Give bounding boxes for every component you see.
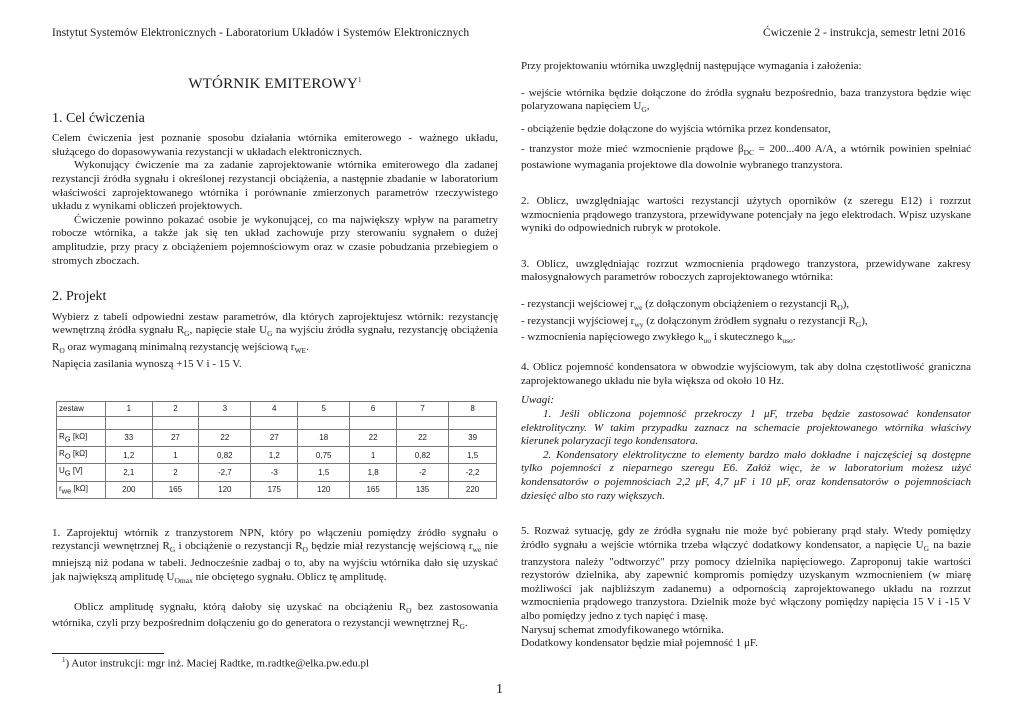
table-row xyxy=(57,447,497,464)
table-cell: 0,75 xyxy=(298,447,350,464)
table-cell: 1,2 xyxy=(251,447,298,464)
table-header-cell: 4 xyxy=(251,402,298,417)
section-2-heading: 2. Projekt xyxy=(52,289,107,305)
section-1-paragraph-3: Ćwiczenie powinno pokazać osobie je wykonującej, co ma największy wpływ na parametry robocze wtórnika, a także jak się ten układ zachowuje przy sterowaniu sygnałem o dużej amplitudzie, przy pracy z obciążeniem pojemnościowym oraz w czasie pobudzania przebiegiem o stromych zboczach. xyxy=(52,213,498,267)
table-cell: 200 xyxy=(106,481,153,498)
table-cell: -2,7 xyxy=(199,464,251,481)
table-header-label: zestaw xyxy=(57,402,106,417)
table-cell: 39 xyxy=(449,430,497,447)
table-header-cell: 5 xyxy=(298,402,350,417)
right-column xyxy=(521,60,971,651)
task-3-bullet-voltage-gain: - wzmocnienia napięciowego zwykłego $k_{uo}$ i skutecznego $k_{uso}$. xyxy=(521,331,796,346)
table-cell: -3 xyxy=(251,464,298,481)
table-cell: 1,5 xyxy=(449,447,497,464)
task-5-capacitor-note: Dodatkowy kondensator będzie miał pojemność 1 μF. xyxy=(521,637,758,650)
left-column xyxy=(52,74,498,634)
task-1-paragraph: 1. Zaprojektuj wtórnik z tranzystorem NPN, który po włączeniu pomiędzy źródło sygnału o rezystancji wewnętrznej $R_G$ i obciążenie o rezystancji $R_O$ będzie miał rezystancję wejściową $r_{we}$ nie mniejszą niż podana w tabeli. Jednocześnie zadbaj o to, aby na wyjściu wtórnika dało się uzyskać jak największą amplitudę $U_{Omax}$ nie obciętego sygnału. Oblicz tę amplitudę. xyxy=(52,526,499,585)
task-4-paragraph: 4. Oblicz pojemność kondensatora w obwodzie wyjściowym, tak aby dolna częstotliwość graniczna zaprojektowanego układu nie była większa od około 10 Hz. xyxy=(521,361,971,387)
header-right: Ćwiczenie 2 - instrukcja, semestr letni 2016 xyxy=(763,27,966,39)
table-cell: 1,5 xyxy=(298,464,350,481)
table-row xyxy=(57,481,497,498)
table-header-cell: 3 xyxy=(199,402,251,417)
table-cell: 27 xyxy=(251,430,298,447)
footnote-separator xyxy=(52,653,164,654)
table-cell: 0,82 xyxy=(396,447,448,464)
table-cell: 18 xyxy=(298,430,350,447)
section-1-heading: 1. Cel ćwiczenia xyxy=(52,110,145,126)
table-cell: 33 xyxy=(106,430,153,447)
task-5-paragraph: 5. Rozważ sytuację, gdy ze źródła sygnału nie może być pobierany prąd stały. Wtedy pomiędzy źródło sygnału a wejście wtórnika trzeba włączyć dodatkowy kondensator, a napięcie $U_G$ na bazie tranzystora należy "odtworzyć" przy pomocy dzielnika napięciowego. Zaproponuj takie wartości rezystorów dzielnika, aby zapewnić kompromis pomiędzy uzyskanym wzmocnieniem (w miarę możliwości jak najbliższym zadanemu) a odpornością zaprojektowanego układu na rozrzut wzmocnienia prądowego tranzystora. Dzielnik może być włączony pomiędzy napięcia 15 V i -15 V albo pomiędzy jedno z tych napięć i masę. xyxy=(521,525,971,622)
requirement-2: - obciążenie będzie dołączone do wyjścia wtórnika przez kondensator, xyxy=(521,122,831,135)
table-cell: 175 xyxy=(251,481,298,498)
parameter-table xyxy=(56,401,497,498)
page-number: 1 xyxy=(496,682,503,697)
table-cell: 220 xyxy=(449,481,497,498)
table-header-cell: 2 xyxy=(152,402,199,417)
requirement-1: - wejście wtórnika będzie dołączone do źródła sygnału bezpośrednio, baza tranzystora będzie więc polaryzowana napięciem $U_G$, xyxy=(521,86,971,115)
table-cell: 2,1 xyxy=(106,464,153,481)
table-header-cell: 8 xyxy=(449,402,497,417)
table-cell: 1,8 xyxy=(350,464,397,481)
document-title-text: WTÓRNIK EMITEROWY xyxy=(188,76,358,92)
table-row-label: $R_G$ [kΩ] xyxy=(57,430,106,447)
table-cell: 120 xyxy=(298,481,350,498)
task-3-paragraph: 3. Oblicz, uwzględniając rozrzut wzmocnienia prądowego tranzystora, przewidywane zakresy małosygnałowych parametrów roboczych zaprojektowanego wtórnika: xyxy=(521,257,971,284)
title-footnote-mark: 1 xyxy=(357,76,362,84)
table-cell: 0,82 xyxy=(199,447,251,464)
table-cell: -2 xyxy=(396,464,448,481)
table-row-label: $r_{we}$ [kΩ] xyxy=(57,481,106,498)
task-3-bullet-output-resistance: - rezystancji wyjściowej $r_{wy}$ (z dołączonym źródłem sygnału o rezystancji $R_G$), xyxy=(521,314,868,329)
section-2-paragraph-1: Wybierz z tabeli odpowiedni zestaw parametrów, dla których zaprojektujesz wtórnik: rezystancję wewnętrzną źródła sygnału $R_G$, napięcie stałe $U_G$ na wyjściu źródła sygnału, rezystancję obciążenia $R_O$ oraz wymaganą minimalną rezystancję wejściową $r_{WE}$. xyxy=(52,310,499,356)
table-cell: 22 xyxy=(199,430,251,447)
table-header-cell: 1 xyxy=(106,402,153,417)
requirement-3: - tranzystor może mieć wzmocnienie prądowe $\beta_{DC} = 200...400$ A/A, a wtórnik powinien spełniać postawione wymagania projektowe dla dowolnie wybranego tranzystora. xyxy=(521,142,971,172)
table-row-label: $U_G$ [V] xyxy=(57,464,106,481)
section-2-paragraph-2: Napięcia zasilania wynoszą +15 V i - 15 V. xyxy=(52,357,242,370)
table-cell: 1 xyxy=(152,447,199,464)
document-title xyxy=(52,74,498,92)
section-1-paragraph-1: Celem ćwiczenia jest poznanie sposobu działania wtórnika emiterowego - ważnego układu, służącego do dopasowywania rezystancji w układach elektronicznych. xyxy=(52,132,498,158)
table-header-cell: 7 xyxy=(396,402,448,417)
task-3-bullet-input-resistance: - rezystancji wejściowej $r_{we}$ (z dołączonym obciążeniem o rezystancji $R_O$), xyxy=(521,297,850,313)
task-5-draw-instruction: Narysuj schemat zmodyfikowanego wtórnika. xyxy=(521,623,724,636)
table-row xyxy=(57,464,497,481)
table-cell: 22 xyxy=(350,430,397,447)
table-row-label: $R_O$ [kΩ] xyxy=(57,447,106,464)
table-cell: 1 xyxy=(350,447,397,464)
footnote: $^1$) Autor instrukcji: mgr inż. Maciej Radtke, m.radtke@elka.pw.edu.pl xyxy=(62,656,370,670)
table-cell: 165 xyxy=(350,481,397,498)
note-1: 1. Jeśli obliczona pojemność przekroczy 1 μF, trzeba będzie zastosować kondensator elektrolityczny. W takim przypadku zaznacz na schemacie projektowanego wtórnika właściwy kierunek polaryzacji tego kondensatora. xyxy=(521,408,971,448)
table-cell: -2,2 xyxy=(449,464,497,481)
table-cell: 120 xyxy=(199,481,251,498)
table-spacer-row xyxy=(57,417,497,430)
table-row xyxy=(57,430,497,447)
task-1-paragraph-2: Oblicz amplitudę sygnału, którą dałoby się uzyskać na obciążeniu $R_O$ bez zastosowania wtórnika, czyli przy bezpośrednim dołączeniu go do generatora o rezystancji wewnętrznej $R_G$. xyxy=(52,600,499,632)
note-2: 2. Kondensatory elektrolityczne to elementy bardzo mało dokładne i najczęściej są dostępne tylko pojemności z nieparnego szeregu E6. Załóż więc, że w laboratorium możesz użyć kondensatorów o pojemnościach 2,2 μF, 4,7 μF i 10 μF, oraz kondensatorów o pojemnościach dziesięć albo sto razy większych. xyxy=(521,448,971,502)
table-cell: 165 xyxy=(152,481,199,498)
notes-heading: Uwagi: xyxy=(521,394,554,407)
table-cell: 135 xyxy=(396,481,448,498)
header-left: Instytut Systemów Elektronicznych - Laboratorium Układów i Systemów Elektronicznych xyxy=(52,27,470,39)
task-2-paragraph: 2. Oblicz, uwzględniając wartości rezystancji użytych oporników (z szeregu E12) i rozrzut wzmocnienia prądowego tranzystora, przewidywane potencjały na jego elektrodach. Wpisz uzyskane wyniki do odpowiednich rubryk w protokole. xyxy=(521,194,971,235)
table-cell: 1,2 xyxy=(106,447,153,464)
table-cell: 2 xyxy=(152,464,199,481)
table-cell: 22 xyxy=(396,430,448,447)
table-header-cell: 6 xyxy=(350,402,397,417)
table-header-row xyxy=(57,402,497,417)
requirements-intro: Przy projektowaniu wtórnika uwzględnij następujące wymagania i założenia: xyxy=(521,60,862,72)
section-1-paragraph-2: Wykonujący ćwiczenie ma za zadanie zaprojektowanie wtórnika emiterowego dla zadanej rezystancji źródła sygnału i określonej rezystancji obciążenia, a następnie zbadanie w laboratorium właściwości zaprojektowanego wtórnika i porównanie zmierzonych parametrów rzeczywistego układu z wynikami obliczeń projektowych. xyxy=(52,159,498,213)
table-cell: 27 xyxy=(152,430,199,447)
